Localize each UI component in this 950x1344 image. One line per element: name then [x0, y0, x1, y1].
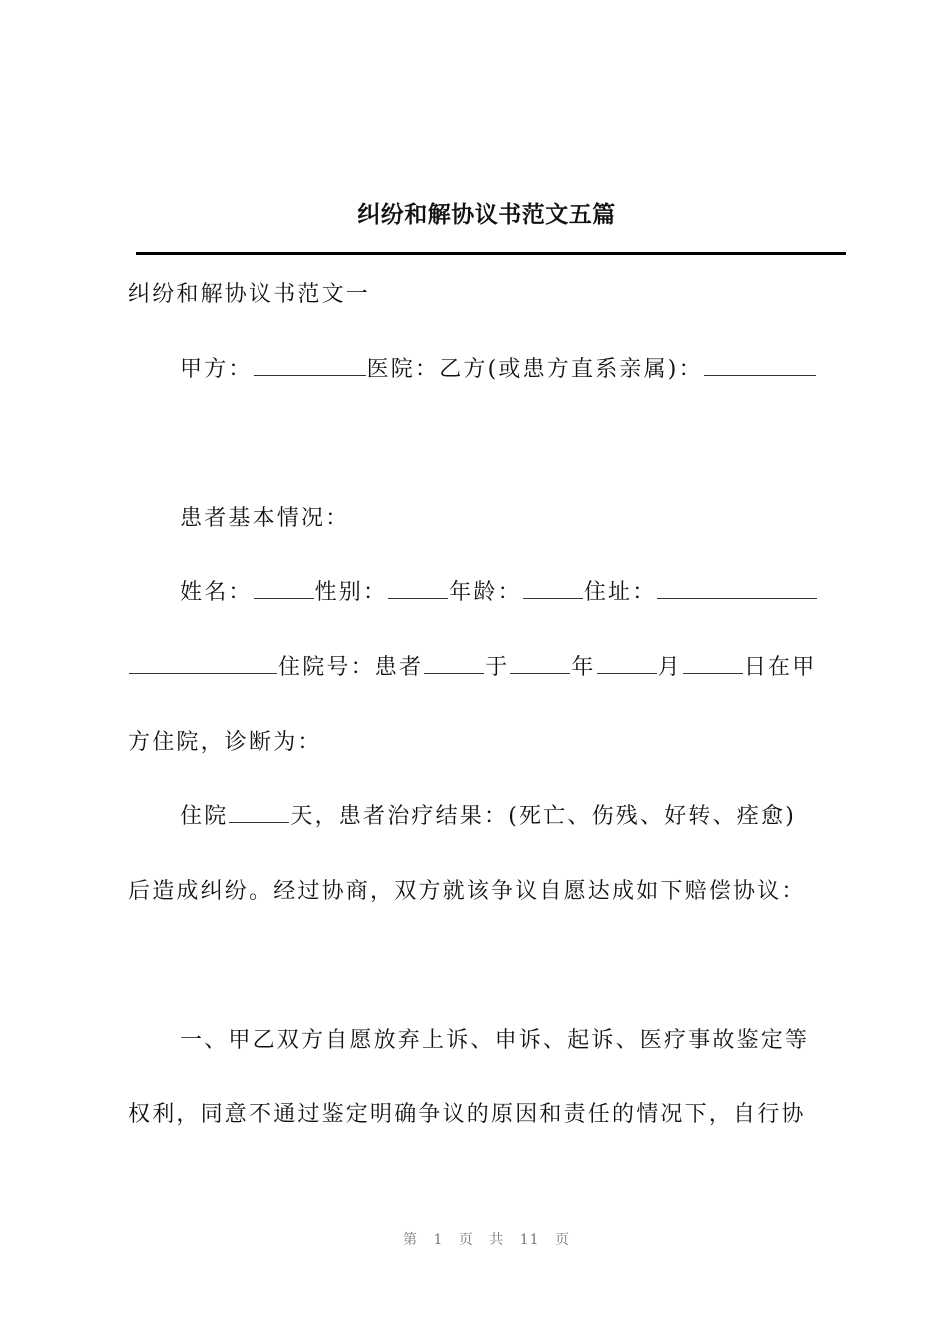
- diagnosis-line: 方住院，诊断为：: [128, 730, 322, 755]
- year-label: 年: [571, 655, 596, 680]
- party-b-label: 医院：乙方(或患方直系亲属)：: [366, 357, 703, 382]
- page-footer: 第 1 页 共 11 页: [403, 1232, 570, 1248]
- patient-blank[interactable]: [424, 653, 484, 674]
- sex-blank[interactable]: [388, 578, 448, 599]
- patient-info-line-2: [128, 653, 844, 683]
- address-label: 住址：: [583, 580, 657, 605]
- sex-label: 性别：: [314, 580, 388, 605]
- section-heading: 纠纷和解协议书范文一: [128, 282, 371, 307]
- party-a-blank[interactable]: [254, 355, 366, 376]
- party-line: [180, 355, 844, 385]
- patient-info-line-1: [180, 578, 844, 608]
- year-blank[interactable]: [510, 653, 570, 674]
- patient-basic-heading: 患者基本情况：: [180, 506, 350, 531]
- inpatient-no-label: 住院号：患者: [278, 655, 424, 680]
- stay-days-blank[interactable]: [229, 802, 289, 823]
- stay-line: [180, 802, 844, 832]
- address-blank[interactable]: [657, 578, 817, 599]
- name-label: 姓名：: [180, 580, 253, 605]
- yu-label: 于: [485, 655, 510, 680]
- address-blank-cont[interactable]: [129, 653, 277, 674]
- month-blank[interactable]: [597, 653, 657, 674]
- clause-1-line-1: 一、甲乙双方自愿放弃上诉、申诉、起诉、医疗事故鉴定等: [180, 1028, 810, 1053]
- title-divider: [136, 252, 846, 255]
- document-title: 纠纷和解协议书范文五篇: [357, 202, 616, 228]
- party-a-label: 甲方：: [180, 357, 253, 382]
- name-blank[interactable]: [254, 578, 314, 599]
- age-blank[interactable]: [523, 578, 583, 599]
- result-label: 天，患者治疗结果：(死亡、伤残、好转、痊愈): [290, 804, 796, 829]
- party-b-blank[interactable]: [704, 355, 816, 376]
- month-label: 月: [657, 655, 682, 680]
- result-line: 后造成纠纷。经过协商，双方就该争议自愿达成如下赔偿协议：: [128, 879, 806, 904]
- day-blank[interactable]: [683, 653, 743, 674]
- clause-1-line-2: 权利，同意不通过鉴定明确争议的原因和责任的情况下，自行协: [128, 1102, 806, 1127]
- stay-label: 住院: [180, 804, 229, 829]
- age-label: 年龄：: [449, 580, 522, 605]
- day-label: 日在甲: [743, 655, 817, 680]
